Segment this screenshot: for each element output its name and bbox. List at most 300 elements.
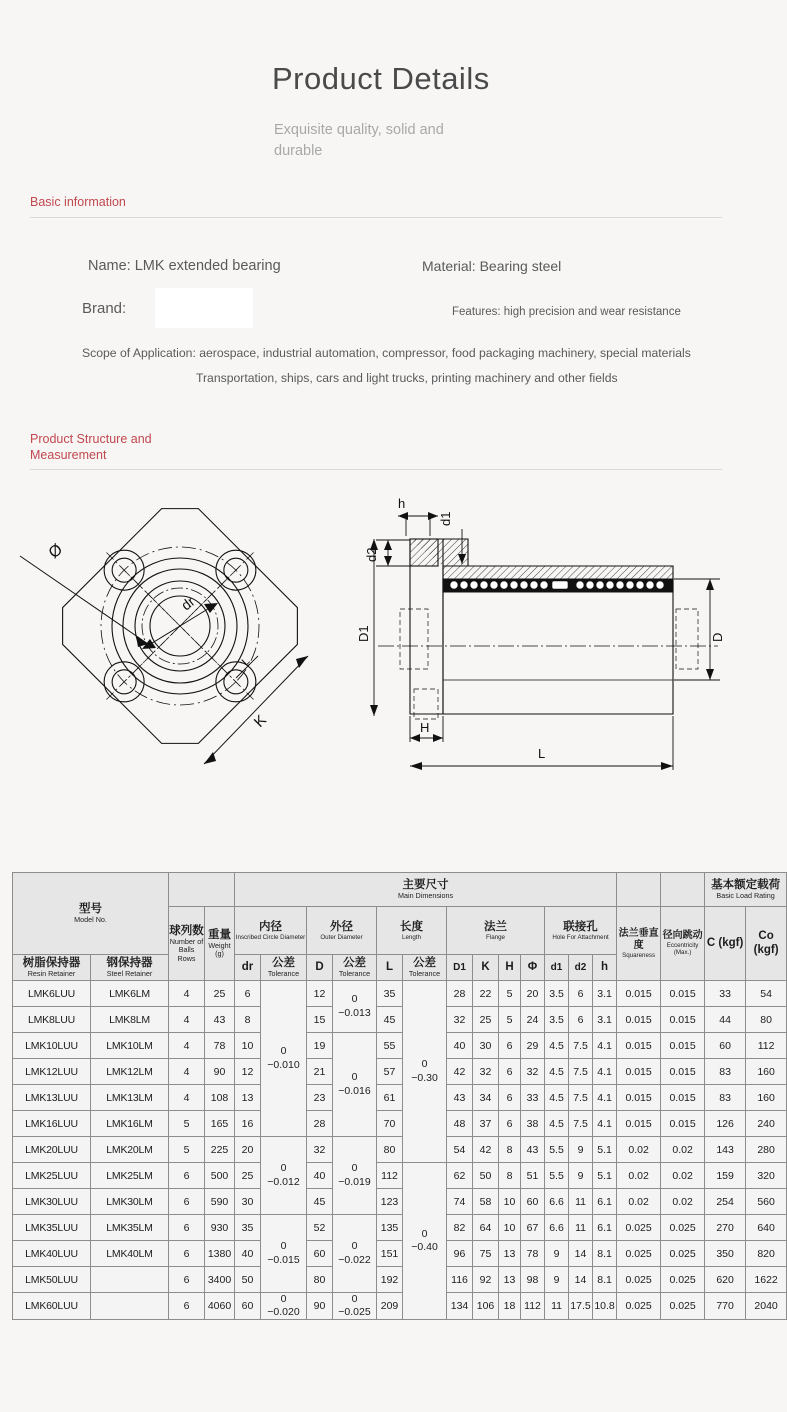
cell-D1: 32 (447, 1007, 473, 1033)
cell-resin-model: LMK30LUU (13, 1189, 91, 1215)
cell-h: 8.1 (593, 1241, 617, 1267)
label-K: K (250, 711, 270, 731)
cell-eccentricity: 0.02 (661, 1137, 705, 1163)
th-main-dims-group (235, 873, 617, 907)
cell-d2: 14 (569, 1241, 593, 1267)
cell-K: 37 (473, 1111, 499, 1137)
cell-L: 151 (377, 1241, 403, 1267)
cell-d2: 11 (569, 1215, 593, 1241)
cell-d2: 7.5 (569, 1111, 593, 1137)
cell-D1: 82 (447, 1215, 473, 1241)
th-phi-label: Φ (527, 960, 538, 973)
cell-H: 6 (499, 1033, 521, 1059)
cell-weight: 108 (205, 1085, 235, 1111)
th-phi (521, 955, 545, 981)
th-flange-en: Flange (486, 933, 505, 941)
hero-subtitle: Exquisite quality, solid and durable (274, 122, 444, 159)
cell-dr-tolerance: 0 −0.020 (261, 1293, 307, 1320)
th-balls-en: Number of Balls Rows (169, 936, 204, 963)
cell-D: 19 (307, 1033, 333, 1059)
cell-eccentricity: 0.02 (661, 1189, 705, 1215)
th-co-label: Co (kgf) (753, 929, 779, 956)
cell-K: 42 (473, 1137, 499, 1163)
cell-weight: 4060 (205, 1293, 235, 1320)
section-label-structure: Product Structure and Measurement (30, 431, 152, 462)
th-D1-label: D1 (453, 961, 466, 973)
cell-resin-model: LMK16LUU (13, 1111, 91, 1137)
cell-H: 8 (499, 1137, 521, 1163)
cell-d1: 6.6 (545, 1215, 569, 1241)
table-row (13, 1163, 787, 1189)
table-row (13, 1033, 787, 1059)
th-ecc-en: Eccentricity (Max.) (666, 942, 699, 957)
cell-D1: 116 (447, 1267, 473, 1293)
section-heading-basic-information (0, 195, 750, 218)
cell-K: 92 (473, 1267, 499, 1293)
cell-resin-model: LMK60LUU (13, 1293, 91, 1320)
cell-balls-rows: 6 (169, 1189, 205, 1215)
cell-K: 32 (473, 1059, 499, 1085)
th-steel-cn: 钢保持器 (106, 955, 153, 970)
th-eccentricity (661, 907, 705, 981)
cell-steel-model: LMK16LM (91, 1111, 169, 1137)
cell-D: 12 (307, 981, 333, 1007)
cell-D: 52 (307, 1215, 333, 1241)
cell-dr: 60 (235, 1293, 261, 1320)
cell-weight: 90 (205, 1059, 235, 1085)
cell-balls-rows: 4 (169, 1033, 205, 1059)
hero-banner (0, 0, 750, 161)
cell-h: 5.1 (593, 1137, 617, 1163)
cell-eccentricity: 0.015 (661, 1007, 705, 1033)
cell-phi: 112 (521, 1293, 545, 1320)
cell-phi: 20 (521, 981, 545, 1007)
cell-dr: 10 (235, 1033, 261, 1059)
cell-dr: 35 (235, 1215, 261, 1241)
cell-phi: 98 (521, 1267, 545, 1293)
cell-eccentricity: 0.025 (661, 1293, 705, 1320)
th-outer-cn: 外径 (330, 919, 354, 934)
cell-co-rating: 160 (746, 1059, 787, 1085)
cell-d2: 6 (569, 981, 593, 1007)
th-h-label: h (601, 960, 609, 973)
cell-K: 34 (473, 1085, 499, 1111)
cell-resin-model: LMK20LUU (13, 1137, 91, 1163)
cell-c-rating: 44 (705, 1007, 746, 1033)
product-features-text: Features: high precision and wear resistance (452, 305, 681, 318)
cell-balls-rows: 5 (169, 1137, 205, 1163)
cell-steel-model: LMK25LM (91, 1163, 169, 1189)
label-L-small: L (239, 655, 253, 669)
cell-H: 10 (499, 1189, 521, 1215)
section-heading-product-structure (0, 432, 750, 470)
cell-K: 30 (473, 1033, 499, 1059)
cell-c-rating: 254 (705, 1189, 746, 1215)
cell-D: 23 (307, 1085, 333, 1111)
brand-value-redacted-box (155, 288, 253, 328)
th-c-rating (705, 907, 746, 981)
cell-dr-tolerance: 0 −0.010 (261, 981, 307, 1137)
th-dr (235, 955, 261, 981)
cell-d1: 3.5 (545, 1007, 569, 1033)
cell-steel-model: LMK10LM (91, 1033, 169, 1059)
th-flange (447, 907, 545, 955)
cell-h: 5.1 (593, 1163, 617, 1189)
cell-D: 60 (307, 1241, 333, 1267)
cell-d1: 4.5 (545, 1111, 569, 1137)
cell-D1: 48 (447, 1111, 473, 1137)
th-weight-en: Weight (g) (208, 940, 231, 959)
cell-H: 5 (499, 981, 521, 1007)
cell-L: 192 (377, 1267, 403, 1293)
cell-c-rating: 770 (705, 1293, 746, 1320)
cell-eccentricity: 0.025 (661, 1215, 705, 1241)
cell-eccentricity: 0.025 (661, 1241, 705, 1267)
cell-dr-tolerance: 0 −0.012 (261, 1137, 307, 1215)
cell-balls-rows: 4 (169, 1007, 205, 1033)
cell-c-rating: 143 (705, 1137, 746, 1163)
th-resin-cn: 树脂保持器 (22, 955, 81, 970)
th-hole (545, 907, 617, 955)
cell-D1: 134 (447, 1293, 473, 1320)
cell-weight: 25 (205, 981, 235, 1007)
cell-co-rating: 112 (746, 1033, 787, 1059)
th-co-rating (746, 907, 787, 981)
cell-D: 90 (307, 1293, 333, 1320)
th-hole-cn: 联接孔 (563, 919, 598, 934)
label-D: D (710, 632, 725, 643)
cell-dr: 30 (235, 1189, 261, 1215)
cell-steel-model: LMK13LM (91, 1085, 169, 1111)
cell-D-tolerance: 0 −0.013 (333, 981, 377, 1033)
th-d1 (545, 955, 569, 981)
cell-steel-model: LMK40LM (91, 1241, 169, 1267)
specification-table (12, 872, 787, 1320)
table-row (13, 1007, 787, 1033)
cell-H: 6 (499, 1111, 521, 1137)
table-body (13, 981, 787, 1320)
cell-K: 58 (473, 1189, 499, 1215)
th-resin-en: Resin Retainer (27, 969, 76, 979)
cell-K: 106 (473, 1293, 499, 1320)
th-length (377, 907, 447, 955)
table-row (13, 1267, 787, 1293)
th-d2-label: d2 (574, 961, 587, 973)
cell-phi: 32 (521, 1059, 545, 1085)
page-title: Product Details (272, 61, 490, 96)
th-spacer-a (169, 873, 235, 907)
cell-D-tolerance: 0 −0.025 (333, 1293, 377, 1320)
cell-d1: 4.5 (545, 1033, 569, 1059)
cell-K: 22 (473, 981, 499, 1007)
front-view-drawing (8, 476, 348, 796)
th-outer-en: Outer Diameter (320, 933, 363, 941)
cell-steel-model: LMK6LM (91, 981, 169, 1007)
cell-co-rating: 560 (746, 1189, 787, 1215)
cell-co-rating: 820 (746, 1241, 787, 1267)
cell-squareness: 0.015 (617, 1007, 661, 1033)
cell-h: 4.1 (593, 1111, 617, 1137)
th-spacer-b (617, 873, 661, 907)
cell-D1: 43 (447, 1085, 473, 1111)
cell-D: 28 (307, 1111, 333, 1137)
th-tol-cn-3: 公差 (413, 955, 437, 970)
cell-phi: 60 (521, 1189, 545, 1215)
cell-h: 6.1 (593, 1189, 617, 1215)
cell-weight: 225 (205, 1137, 235, 1163)
cell-co-rating: 280 (746, 1137, 787, 1163)
cell-c-rating: 83 (705, 1059, 746, 1085)
cell-eccentricity: 0.015 (661, 1033, 705, 1059)
th-square-en: Squareness (622, 951, 656, 959)
cell-weight: 78 (205, 1033, 235, 1059)
cell-eccentricity: 0.015 (661, 1085, 705, 1111)
th-inner-cn: 内径 (259, 919, 283, 934)
cell-steel-model: LMK35LM (91, 1215, 169, 1241)
cell-squareness: 0.015 (617, 1085, 661, 1111)
cell-d1: 4.5 (545, 1059, 569, 1085)
label-H: H (420, 720, 430, 736)
technical-drawings (0, 476, 750, 806)
th-d1-label: d1 (550, 961, 563, 973)
cell-D1: 74 (447, 1189, 473, 1215)
cell-L: 123 (377, 1189, 403, 1215)
cell-balls-rows: 4 (169, 1085, 205, 1111)
th-H (499, 955, 521, 981)
th-square-cn: 法兰垂直度 (618, 928, 659, 951)
cell-h: 8.1 (593, 1267, 617, 1293)
cell-squareness: 0.025 (617, 1215, 661, 1241)
cell-c-rating: 350 (705, 1241, 746, 1267)
cell-H: 6 (499, 1085, 521, 1111)
th-dr-tolerance (261, 955, 307, 981)
cell-phi: 38 (521, 1111, 545, 1137)
cell-squareness: 0.02 (617, 1163, 661, 1189)
cell-squareness: 0.025 (617, 1293, 661, 1320)
cell-c-rating: 159 (705, 1163, 746, 1189)
th-H-label: H (505, 960, 514, 973)
th-tol-cn-1: 公差 (272, 955, 296, 970)
th-inner-dia (235, 907, 307, 955)
label-h: h (398, 496, 406, 512)
cell-d2: 6 (569, 1007, 593, 1033)
label-phi: Ø (45, 541, 67, 563)
cell-dr: 8 (235, 1007, 261, 1033)
table-row (13, 1189, 787, 1215)
cell-L: 135 (377, 1215, 403, 1241)
cell-D: 80 (307, 1267, 333, 1293)
table-row (13, 1241, 787, 1267)
cell-H: 5 (499, 1007, 521, 1033)
label-d2: d2 (364, 547, 379, 563)
cell-D: 40 (307, 1163, 333, 1189)
cell-D1: 40 (447, 1033, 473, 1059)
cell-c-rating: 60 (705, 1033, 746, 1059)
cell-resin-model: LMK8LUU (13, 1007, 91, 1033)
specification-table-wrapper (12, 872, 781, 1320)
cell-d1: 4.5 (545, 1085, 569, 1111)
cell-K: 75 (473, 1241, 499, 1267)
th-model-cn: 型号 (79, 901, 102, 916)
cell-co-rating: 320 (746, 1163, 787, 1189)
th-ecc-cn: 径向跳动 (662, 930, 703, 942)
th-balls (169, 907, 205, 981)
cell-D1: 42 (447, 1059, 473, 1085)
th-squareness (617, 907, 661, 981)
cell-d2: 7.5 (569, 1059, 593, 1085)
section-label-basic: Basic information (30, 195, 126, 210)
cell-weight: 3400 (205, 1267, 235, 1293)
th-dr-label: dr (241, 960, 254, 973)
cell-balls-rows: 5 (169, 1111, 205, 1137)
cell-L-tolerance: 0 −0.30 (403, 981, 447, 1163)
th-load-cn: 基本额定载荷 (711, 877, 781, 892)
cell-c-rating: 270 (705, 1215, 746, 1241)
th-D1 (447, 955, 473, 981)
product-scope-line-2: Transportation, ships, cars and light trucks, printing machinery and other fields (196, 370, 618, 385)
label-D1: D1 (356, 625, 371, 643)
th-d2 (569, 955, 593, 981)
cell-K: 50 (473, 1163, 499, 1189)
product-brand-label: Brand: (82, 299, 127, 317)
cell-d2: 7.5 (569, 1033, 593, 1059)
cell-c-rating: 33 (705, 981, 746, 1007)
th-K (473, 955, 499, 981)
cell-phi: 24 (521, 1007, 545, 1033)
product-name-text: Name: LMK extended bearing (88, 257, 281, 274)
cell-weight: 500 (205, 1163, 235, 1189)
cell-h: 10.8 (593, 1293, 617, 1320)
cell-co-rating: 80 (746, 1007, 787, 1033)
cell-squareness: 0.025 (617, 1241, 661, 1267)
cell-phi: 29 (521, 1033, 545, 1059)
th-L-label: L (386, 960, 394, 973)
cell-h: 4.1 (593, 1033, 617, 1059)
th-tol-cn-2: 公差 (343, 955, 367, 970)
cell-c-rating: 126 (705, 1111, 746, 1137)
cell-L: 209 (377, 1293, 403, 1320)
th-h (593, 955, 617, 981)
cell-D-tolerance: 0 −0.016 (333, 1033, 377, 1137)
cell-D: 21 (307, 1059, 333, 1085)
cell-L: 80 (377, 1137, 403, 1163)
th-D-tolerance (333, 955, 377, 981)
cell-h: 3.1 (593, 981, 617, 1007)
th-tol-en-1: Tolerance (267, 969, 300, 979)
table-row (13, 1111, 787, 1137)
cell-resin-model: LMK35LUU (13, 1215, 91, 1241)
table-row (13, 1137, 787, 1163)
cell-d2: 17.5 (569, 1293, 593, 1320)
cell-c-rating: 620 (705, 1267, 746, 1293)
label-dr: dr (177, 593, 198, 614)
cell-balls-rows: 4 (169, 1059, 205, 1085)
cell-steel-model: LMK20LM (91, 1137, 169, 1163)
product-scope-line-1: Scope of Application: aerospace, industrial automation, compressor, food packaging machinery, special materials (82, 345, 691, 360)
th-hole-en: Hole For Attachment (552, 933, 609, 941)
cell-D1: 28 (447, 981, 473, 1007)
cell-L: 70 (377, 1111, 403, 1137)
th-K-label: K (481, 960, 490, 973)
cell-D-tolerance: 0 −0.019 (333, 1137, 377, 1215)
cell-eccentricity: 0.015 (661, 1111, 705, 1137)
cell-squareness: 0.015 (617, 1033, 661, 1059)
cell-L: 55 (377, 1033, 403, 1059)
cell-dr: 20 (235, 1137, 261, 1163)
table-row (13, 1215, 787, 1241)
th-D-label: D (315, 960, 324, 973)
th-steel-retainer (91, 955, 169, 981)
cell-eccentricity: 0.015 (661, 1059, 705, 1085)
cell-weight: 43 (205, 1007, 235, 1033)
cell-K: 64 (473, 1215, 499, 1241)
cell-balls-rows: 6 (169, 1215, 205, 1241)
cell-dr: 16 (235, 1111, 261, 1137)
cell-h: 3.1 (593, 1007, 617, 1033)
cell-L: 61 (377, 1085, 403, 1111)
cell-dr: 12 (235, 1059, 261, 1085)
cell-resin-model: LMK13LUU (13, 1085, 91, 1111)
th-tol-en-3: Tolerance (408, 969, 441, 979)
th-D (307, 955, 333, 981)
cell-co-rating: 640 (746, 1215, 787, 1241)
cell-squareness: 0.02 (617, 1137, 661, 1163)
th-weight-cn: 重量 (208, 927, 232, 942)
cell-h: 6.1 (593, 1215, 617, 1241)
cell-dr: 6 (235, 981, 261, 1007)
cell-c-rating: 83 (705, 1085, 746, 1111)
table-row (13, 981, 787, 1007)
cell-d2: 7.5 (569, 1085, 593, 1111)
cell-L: 112 (377, 1163, 403, 1189)
th-steel-en: Steel Retainer (106, 969, 153, 979)
cell-balls-rows: 6 (169, 1267, 205, 1293)
cell-eccentricity: 0.02 (661, 1163, 705, 1189)
th-L-tolerance (403, 955, 447, 981)
cell-D1: 54 (447, 1137, 473, 1163)
cell-K: 25 (473, 1007, 499, 1033)
cell-resin-model: LMK40LUU (13, 1241, 91, 1267)
cell-co-rating: 2040 (746, 1293, 787, 1320)
cell-co-rating: 160 (746, 1085, 787, 1111)
cell-phi: 78 (521, 1241, 545, 1267)
cell-H: 13 (499, 1267, 521, 1293)
cell-balls-rows: 6 (169, 1163, 205, 1189)
cell-eccentricity: 0.015 (661, 981, 705, 1007)
cell-steel-model (91, 1293, 169, 1320)
cell-H: 10 (499, 1215, 521, 1241)
cell-dr: 13 (235, 1085, 261, 1111)
basic-information-block (0, 218, 750, 398)
cell-phi: 33 (521, 1085, 545, 1111)
cell-h: 4.1 (593, 1059, 617, 1085)
cell-d1: 3.5 (545, 981, 569, 1007)
cell-steel-model: LMK12LM (91, 1059, 169, 1085)
cell-D: 32 (307, 1137, 333, 1163)
cell-d2: 14 (569, 1267, 593, 1293)
cell-weight: 1380 (205, 1241, 235, 1267)
cell-resin-model: LMK6LUU (13, 981, 91, 1007)
th-main-dims-en: Main Dimensions (397, 891, 454, 901)
th-length-cn: 长度 (400, 919, 424, 934)
th-flange-cn: 法兰 (484, 919, 508, 934)
cell-steel-model: LMK30LM (91, 1189, 169, 1215)
th-c-label: C (kgf) (706, 936, 744, 949)
cell-D1: 96 (447, 1241, 473, 1267)
label-L: L (538, 746, 546, 762)
th-length-en: Length (402, 933, 421, 941)
cell-D1: 62 (447, 1163, 473, 1189)
